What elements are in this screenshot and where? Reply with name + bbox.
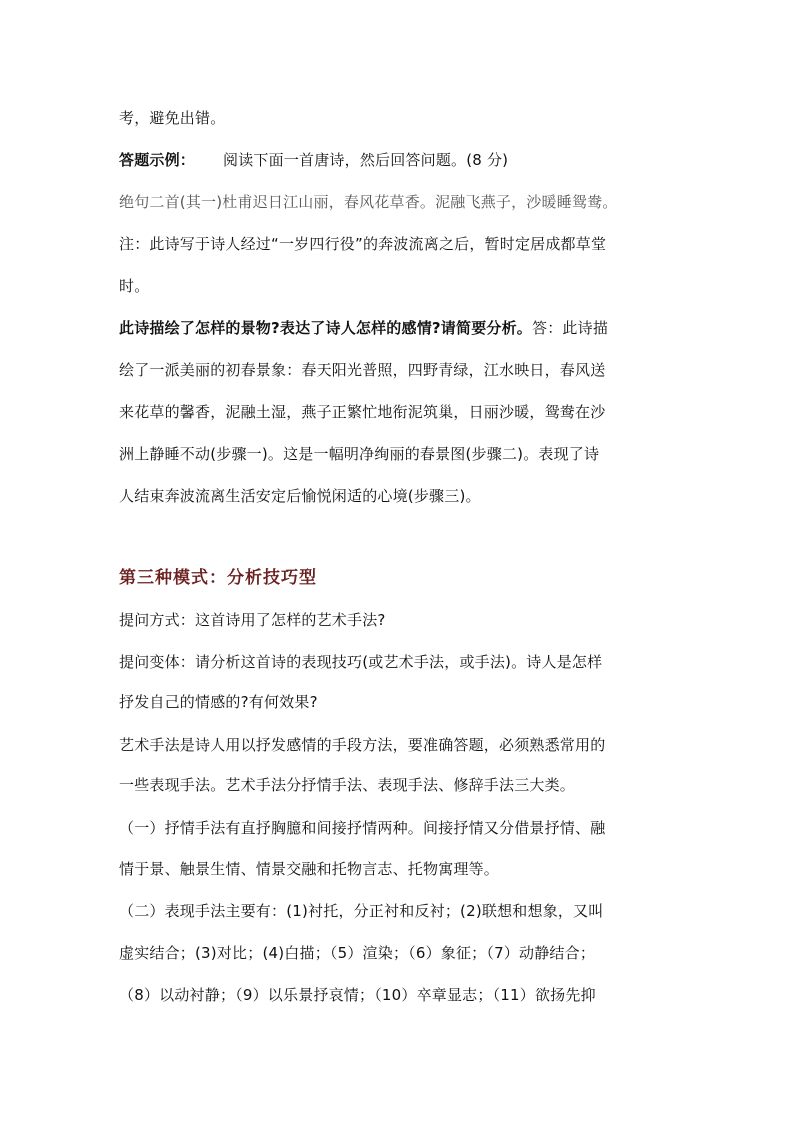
text-line: 提问变体：请分析这首诗的表现技巧(或艺术手法，或手法)。诗人是怎样 [119,653,603,671]
text-line: 抒发自己的情感的?有何效果? [119,693,318,711]
text-line: 绘了一派美丽的初春景象：春天阳光普照，四野青绿，江水映日，春风送 [119,361,606,379]
text-line: （二）表现手法主要有：(1)衬托，分正衬和反衬；(2)联想和想象，又叫 [119,902,604,920]
example-label: 答题示例： [119,151,196,169]
example-text: 阅读下面一首唐诗，然后回答问题。(8 分) [223,151,509,169]
text-line: 考，避免出错。 [119,109,226,127]
question-text: 此诗描绘了怎样的景物?表达了诗人怎样的感情?请简要分析。 [119,319,533,337]
text-line: 来花草的馨香，泥融土湿，燕子正繁忙地衔泥筑巢，日丽沙暖，鸳鸯在沙 [119,403,606,421]
poem-line: 绝句二首(其一)杜甫迟日江山丽，春风花草香。泥融飞燕子，沙暖睡鸳鸯。 [119,193,618,211]
text-line: 洲上静睡不动(步骤一)。这是一幅明净绚丽的春景图(步骤二)。表现了诗 [119,445,600,463]
question-line [119,318,689,338]
text-line: （8）以动衬静；（9）以乐景抒哀情；（10）卒章显志；（11）欲扬先抑 [119,986,596,1004]
answer-start: 答：此诗描 [532,319,609,337]
example-line [119,150,689,170]
text-line: 艺术手法是诗人用以抒发感情的手段方法，要准确答题，必须熟悉常用的 [119,736,606,754]
text-line: 提问方式：这首诗用了怎样的艺术手法? [119,611,386,629]
text-line: 情于景、触景生情、情景交融和托物言志、托物寓理等。 [119,860,500,878]
text-line: 虚实结合；(3)对比；(4)白描；（5）渲染；（6）象征；（7）动静结合； [119,944,596,962]
text-line: （一）抒情手法有直抒胸臆和间接抒情两种。间接抒情又分借景抒情、融 [119,819,606,837]
text-line: 注：此诗写于诗人经过“一岁四行役”的奔波流离之后，暂时定居成都草堂 [119,235,607,253]
section-heading: 第三种模式：分析技巧型 [119,568,317,588]
text-line: 人结束奔波流离生活安定后愉悦闲适的心境(步骤三)。 [119,487,481,505]
text-line: 时。 [119,277,150,295]
text-line: 一些表现手法。艺术手法分抒情手法、表现手法、修辞手法三大类。 [119,776,576,794]
